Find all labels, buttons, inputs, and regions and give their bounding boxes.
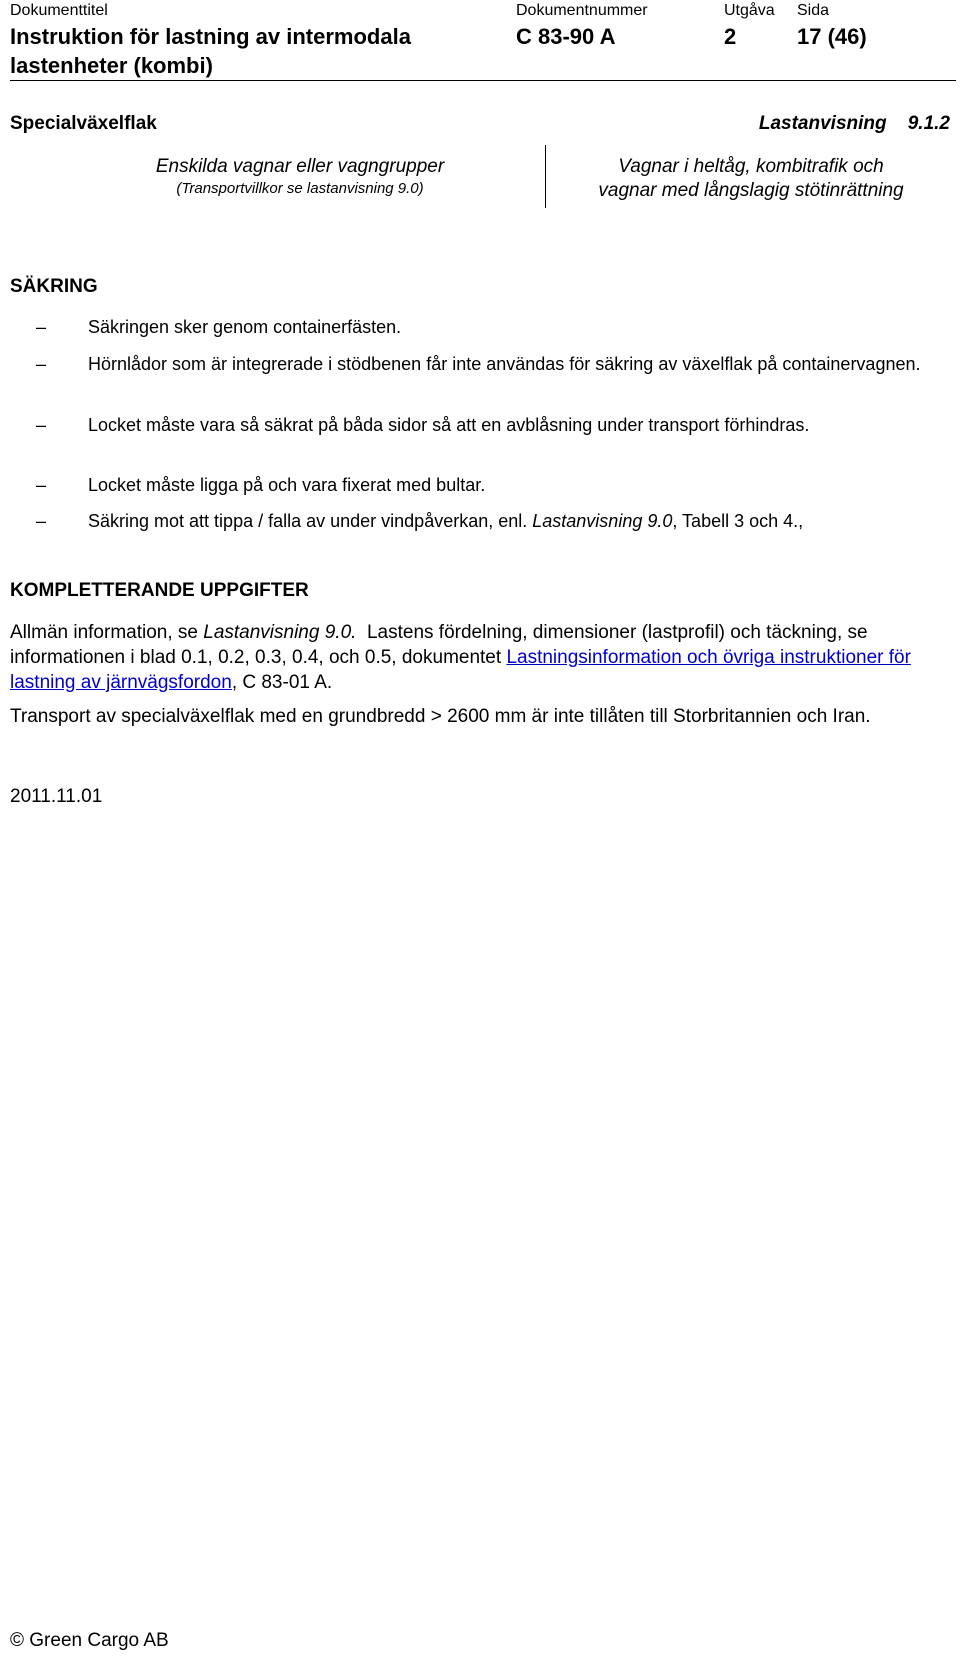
list-item-text: Hörnlådor som är integrerade i stödbenen får inte användas för säkring av växelflak på containervagnen. [88,354,921,374]
para1-reference: Lastanvisning 9.0. [203,622,357,643]
para1-text-c: , C 83-01 A. [231,672,333,693]
list-item-text: Säkringen sker genom containerfästen. [88,317,402,337]
category-left [80,155,520,199]
category-right [546,155,956,203]
category-right-line2: vagnar med långslagig stötinrättning [598,180,904,201]
doc-title-label: Dokumenttitel [10,2,108,19]
doc-number-label: Dokumentnummer [516,2,648,19]
page-number: 17 (46) [797,24,867,49]
list-dash: – [36,317,47,337]
item5-pre: Säkring mot att tippa / falla av under vindpåverkan, enl. [88,511,533,531]
header-divider [10,80,956,81]
list-dash: – [36,415,47,435]
lastanvisning-label: Lastanvisning [758,113,887,134]
category-right-line1: Vagnar i heltåg, kombitrafik och [618,156,884,177]
doc-number: C 83-90 A [516,24,616,49]
document-link[interactable]: Lastningsinformation och övriga instruktioner för lastning av järnvägsfordon [10,647,911,693]
section-title-sakring: SÄKRING [10,276,98,297]
item5-reference: Lastanvisning 9.0 [532,511,673,531]
para1-text-a: Allmän information, se [10,622,204,643]
list-dash: – [36,475,47,495]
para1-text-b: Lastens fördelning, dimensioner (lastprofil) och täckning, se informationen i blad 0.1, 0.2, 0.3, 0.4, och 0.5, dokumentet [10,622,873,668]
document-date: 2011.11.01 [10,786,103,807]
category-left-note: (Transportvillkor se lastanvisning 9.0) [176,180,424,197]
paragraph-general-info [10,620,950,695]
sakring-list [0,315,960,535]
lastanvisning-number: 9.1.2 [907,113,950,134]
footer-copyright: © Green Cargo AB [10,1630,169,1651]
paragraph-transport: Transport av specialväxelflak med en grundbredd > 2600 mm är inte tillåten till Storbritannien och Iran. [10,706,871,727]
list-item-text [88,509,928,534]
page-label: Sida [797,2,830,19]
edition-label: Utgåva [724,2,775,19]
list-item-text: Locket måste vara så säkrat på båda sidor så att en avblåsning under transport förhindras. [88,415,810,435]
list-item-text: Locket måste ligga på och vara fixerat med bultar. [88,475,486,495]
doc-title: Instruktion för lastning av intermodala lastenheter (kombi) [10,24,411,78]
category-left-title: Enskilda vagnar eller vagngrupper [155,156,445,177]
section-title-kompletterande: KOMPLETTERANDE UPPGIFTER [10,580,309,601]
subheader-reference [759,113,950,135]
list-dash: – [36,511,47,531]
subheader-title: Specialväxelflak [10,113,157,134]
item5-post: , Tabell 3 och 4., [672,511,804,531]
edition: 2 [724,24,737,49]
list-dash: – [36,354,47,374]
